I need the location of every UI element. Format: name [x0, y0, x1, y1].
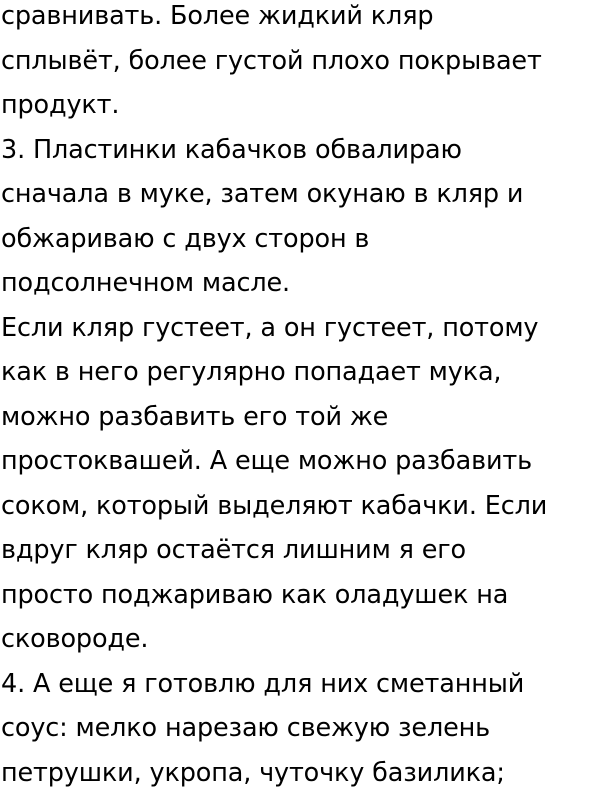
text-line: просто поджариваю как оладушек на [1, 579, 509, 610]
text-line: вдруг кляр остаётся лишним я его [1, 535, 467, 565]
text-line: обжариваю с двух сторон в [1, 223, 370, 254]
text-line: сковороде. [1, 624, 149, 654]
text-line: петрушки, укропа, чуточку базилика; [1, 757, 505, 788]
text-line: 3. Пластинки кабачков обвалираю [1, 134, 462, 165]
text-line: соком, который выделяют кабачки. Если [1, 490, 548, 521]
text-line: продукт. [1, 90, 120, 120]
text-line: сначала в муке, затем окунаю в кляр и [1, 179, 524, 209]
text-line: простоквашей. А еще можно разбавить [1, 446, 532, 476]
text-line: можно разбавить его той же [1, 401, 389, 432]
text-line: Если кляр густеет, а он густеет, потому [1, 312, 539, 343]
text-line: подсолнечном масле. [1, 268, 290, 298]
text-line: 4. А еще я готовлю для них сметанный [1, 668, 525, 699]
text-line: как в него регулярно попадает мука, [1, 357, 502, 387]
text-line: сравнивать. Более жидкий кляр [1, 1, 434, 31]
text-line: сплывёт, более густой плохо покрывает [1, 45, 542, 76]
text-line: соус: мелко нарезаю свежую зелень [1, 713, 491, 743]
